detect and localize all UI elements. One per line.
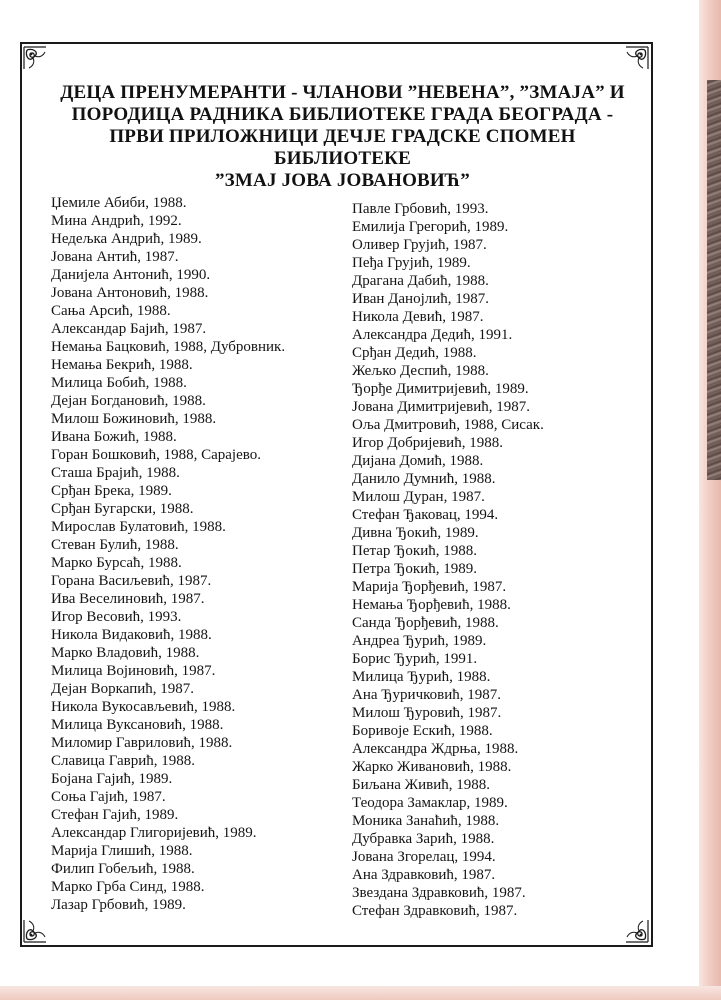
- list-item: Миломир Гавриловић, 1988.: [51, 735, 233, 751]
- list-item: Александра Ждрња, 1988.: [352, 741, 519, 757]
- list-item: Никола Видаковић, 1988.: [51, 627, 212, 643]
- list-item: Марко Владовић, 1988.: [51, 645, 200, 661]
- list-item: Лазар Грбовић, 1989.: [51, 897, 186, 913]
- list-item: Ана Здравковић, 1987.: [352, 867, 496, 883]
- list-item: Никола Вукосављевић, 1988.: [51, 699, 236, 715]
- list-item: Боривоје Ескић, 1988.: [352, 723, 493, 739]
- list-item: Стефан Здравковић, 1987.: [352, 903, 518, 919]
- list-item: Марко Грба Синд, 1988.: [51, 879, 205, 895]
- list-item: Дејан Богдановић, 1988.: [51, 393, 206, 409]
- list-item: Јована Димитријевић, 1987.: [352, 399, 531, 415]
- list-item: Жарко Живановић, 1988.: [352, 759, 512, 775]
- list-item: Филип Гобељић, 1988.: [51, 861, 195, 877]
- list-item: Игор Добријевић, 1988.: [352, 435, 503, 451]
- list-item: Горана Васиљевић, 1987.: [51, 573, 212, 589]
- list-item: Јована Антоновић, 1988.: [51, 285, 209, 301]
- list-item: Петар Ђокић, 1988.: [352, 543, 477, 559]
- title-line: ДЕЦА ПРЕНУМЕРАНТИ - ЧЛАНОВИ ”НЕВЕНА”, ”ЗМАЈА” И: [60, 82, 625, 103]
- list-item: Милош Божиновић, 1988.: [51, 411, 217, 427]
- list-item: Ивана Божић, 1988.: [51, 429, 177, 445]
- list-item: Жељко Деспић, 1988.: [352, 363, 489, 379]
- list-item: Немања Ђорђевић, 1988.: [352, 597, 511, 613]
- list-item: Немања Бекрић, 1988.: [51, 357, 193, 373]
- list-item: Емилија Грегорић, 1989.: [352, 219, 509, 235]
- list-item: Недељка Андрић, 1989.: [51, 231, 202, 247]
- list-item: Бојана Гајић, 1989.: [51, 771, 173, 787]
- list-item: Звездана Здравковић, 1987.: [352, 885, 526, 901]
- list-item: Данило Думнић, 1988.: [352, 471, 496, 487]
- list-item: Александар Глигоријевић, 1989.: [51, 825, 257, 841]
- list-item: Милица Вуксановић, 1988.: [51, 717, 224, 733]
- list-item: Марија Глишић, 1988.: [51, 843, 193, 859]
- list-item: Мирослав Булатовић, 1988.: [51, 519, 226, 535]
- floral-corner-icon: [623, 917, 651, 945]
- list-item: Биљана Живић, 1988.: [352, 777, 490, 793]
- list-item: Јована Антић, 1987.: [51, 249, 179, 265]
- list-item: Мина Андрић, 1992.: [51, 213, 182, 229]
- list-item: Џемиле Абиби, 1988.: [51, 195, 187, 211]
- list-item: Срђан Брека, 1989.: [51, 483, 172, 499]
- list-item: Ива Веселиновић, 1987.: [51, 591, 205, 607]
- names-list-left: [51, 194, 285, 914]
- list-item: Теодора Замаклар, 1989.: [352, 795, 508, 811]
- list-item: Милош Ђуровић, 1987.: [352, 705, 502, 721]
- list-item: Дубравка Зарић, 1988.: [352, 831, 495, 847]
- list-item: Јована Згорелац, 1994.: [352, 849, 496, 865]
- list-item: Борис Ђурић, 1991.: [352, 651, 478, 667]
- title-line: ”ЗМАЈ ЈОВА ЈОВАНОВИЋ”: [214, 170, 471, 191]
- list-item: Дејан Воркапић, 1987.: [51, 681, 195, 697]
- list-item: Сања Арсић, 1988.: [51, 303, 171, 319]
- list-item: Славица Гаврић, 1988.: [51, 753, 196, 769]
- floral-corner-icon: [623, 44, 651, 72]
- list-item: Стеван Булић, 1988.: [51, 537, 179, 553]
- list-item: Пеђа Грујић, 1989.: [352, 255, 471, 271]
- floral-corner-icon: [21, 917, 49, 945]
- page-title: [60, 82, 625, 192]
- list-item: Александар Бајић, 1987.: [51, 321, 207, 337]
- list-item: Милица Војиновић, 1987.: [51, 663, 216, 679]
- list-item: Сташа Брајић, 1988.: [51, 465, 180, 481]
- names-list-right: [352, 200, 544, 920]
- list-item: Немања Бацковић, 1988, Дубровник.: [51, 339, 286, 355]
- list-item: Марија Ђорђевић, 1987.: [352, 579, 507, 595]
- list-item: Дивна Ђокић, 1989.: [352, 525, 479, 541]
- list-item: Ђорђе Димитријевић, 1989.: [352, 381, 529, 397]
- list-item: Санда Ђорђевић, 1988.: [352, 615, 499, 631]
- floral-corner-icon: [21, 44, 49, 72]
- list-item: Александра Дедић, 1991.: [352, 327, 513, 343]
- list-item: Стефан Ђаковац, 1994.: [352, 507, 499, 523]
- list-item: Игор Весовић, 1993.: [51, 609, 182, 625]
- list-item: Соња Гајић, 1987.: [51, 789, 166, 805]
- list-item: Дијана Домић, 1988.: [352, 453, 484, 469]
- list-item: Ана Ђуричковић, 1987.: [352, 687, 502, 703]
- list-item: Оља Дмитровић, 1988, Сисак.: [352, 417, 544, 433]
- list-item: Милица Ђурић, 1988.: [352, 669, 491, 685]
- page-edge-bottom: [0, 986, 721, 1000]
- list-item: Стефан Гајић, 1989.: [51, 807, 179, 823]
- list-item: Марко Бурсаћ, 1988.: [51, 555, 182, 571]
- list-item: Драгана Дабић, 1988.: [352, 273, 489, 289]
- list-item: Павле Грбовић, 1993.: [352, 201, 489, 217]
- list-item: Срђан Бугарски, 1988.: [51, 501, 194, 517]
- page-edge-shadow: [707, 80, 721, 480]
- list-item: Данијела Антонић, 1990.: [51, 267, 211, 283]
- list-item: Горан Бошковић, 1988, Сарајево.: [51, 447, 261, 463]
- list-item: Милица Бобић, 1988.: [51, 375, 187, 391]
- list-item: Срђан Дедић, 1988.: [352, 345, 477, 361]
- list-item: Петра Ђокић, 1989.: [352, 561, 477, 577]
- list-item: Иван Данојлић, 1987.: [352, 291, 489, 307]
- list-item: Андреа Ђурић, 1989.: [352, 633, 487, 649]
- list-item: Никола Девић, 1987.: [352, 309, 484, 325]
- list-item: Моника Занаћић, 1988.: [352, 813, 500, 829]
- title-line: ПРВИ ПРИЛОЖНИЦИ ДЕЧЈЕ ГРАДСКЕ СПОМЕН БИБЛИОТЕКЕ: [109, 126, 576, 169]
- title-line: ПОРОДИЦА РАДНИКА БИБЛИОТЕКЕ ГРАДА БЕОГРАДА -: [71, 104, 614, 125]
- list-item: Милош Дуран, 1987.: [352, 489, 485, 505]
- list-item: Оливер Грујић, 1987.: [352, 237, 487, 253]
